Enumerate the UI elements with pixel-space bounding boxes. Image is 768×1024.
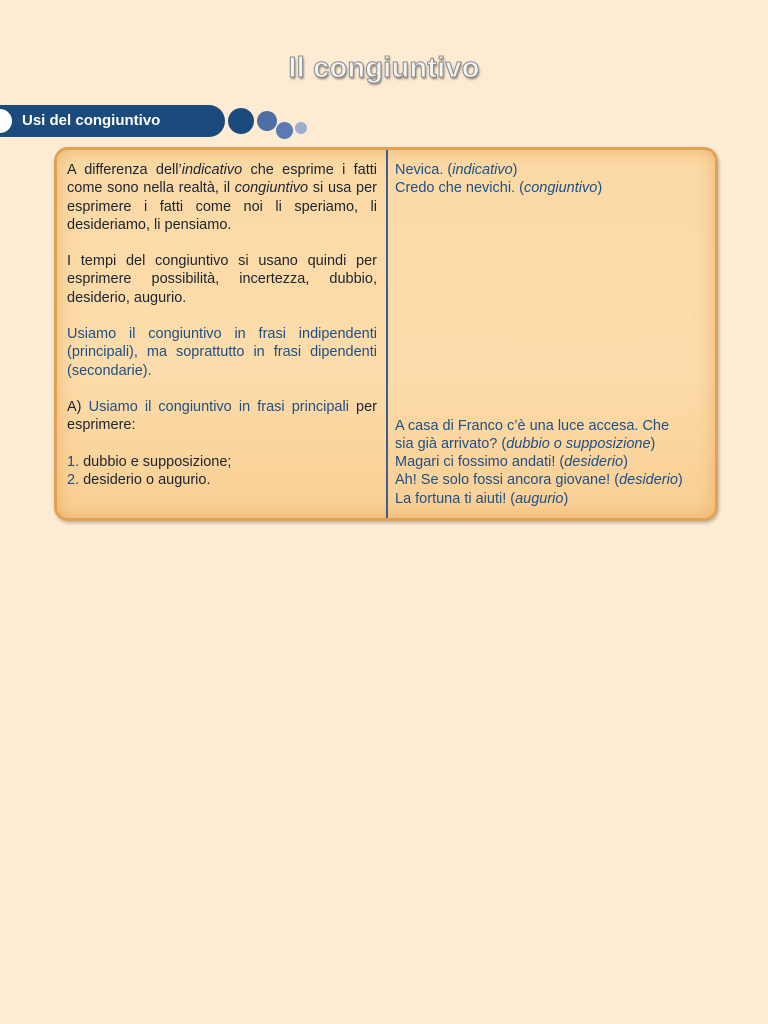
banner-cap [0, 109, 12, 133]
paragraph-definition [67, 161, 377, 234]
text: per esprimere: [67, 398, 377, 434]
term-congiuntivo: congiuntivo [234, 180, 309, 197]
list-number: 1. [67, 453, 80, 470]
list-number: 2. [67, 471, 80, 488]
example-line: Ah! Se solo fossi ancora giovane! (desiderio) [395, 472, 683, 489]
term-indicativo: indicativo [181, 162, 243, 178]
example-line: A casa di Franco c’è una luce accesa. Che [395, 417, 670, 434]
text: Usiamo il congiuntivo in frasi principali [88, 398, 349, 415]
decorative-dot [276, 122, 293, 139]
decorative-dot [228, 108, 254, 134]
text: A) [67, 398, 89, 415]
column-divider [386, 150, 388, 518]
decorative-dot [295, 122, 307, 134]
list-item [67, 453, 377, 471]
section-banner [0, 105, 225, 137]
uses-list [67, 453, 377, 490]
example-line: sia già arrivato? (dubbio o supposizione) [395, 435, 656, 452]
example-line: Magari ci fossimo andati! (desiderio) [395, 454, 628, 471]
rules-box [54, 147, 718, 521]
list-text: desiderio o augurio. [79, 471, 211, 488]
example-line: Credo che nevichi. (congiuntivo) [395, 180, 603, 197]
text: si usa per esprimere i fatti come noi li speriamo, li desideriamo, li pensiamo. [67, 180, 377, 233]
example-line: La fortuna ti aiuti! (augurio) [395, 490, 569, 507]
list-item [67, 471, 377, 489]
spacer [395, 198, 711, 417]
decorative-dot [257, 111, 277, 131]
paragraph-main-clauses [67, 398, 377, 435]
section-label: Usi del congiuntivo [22, 112, 161, 129]
list-text: dubbio e supposizione; [79, 453, 232, 470]
text: A differenza dell’ [67, 162, 182, 178]
page-title: Il congiuntivo [288, 52, 480, 84]
explanation-column [67, 161, 377, 489]
examples-column [395, 161, 711, 508]
paragraph-tenses: I tempi del congiuntivo si usano quindi per esprimere possibilità, incertezza, dubbio, desiderio, augurio. [67, 253, 377, 306]
text: che esprime i fatti come sono nella realtà, il [67, 162, 377, 197]
paragraph-usage: Usiamo il congiuntivo in frasi indipendenti (principali), ma soprattutto in frasi dipendenti (secondarie). [67, 326, 377, 379]
example-line: Nevica. (indicativo) [395, 162, 518, 178]
